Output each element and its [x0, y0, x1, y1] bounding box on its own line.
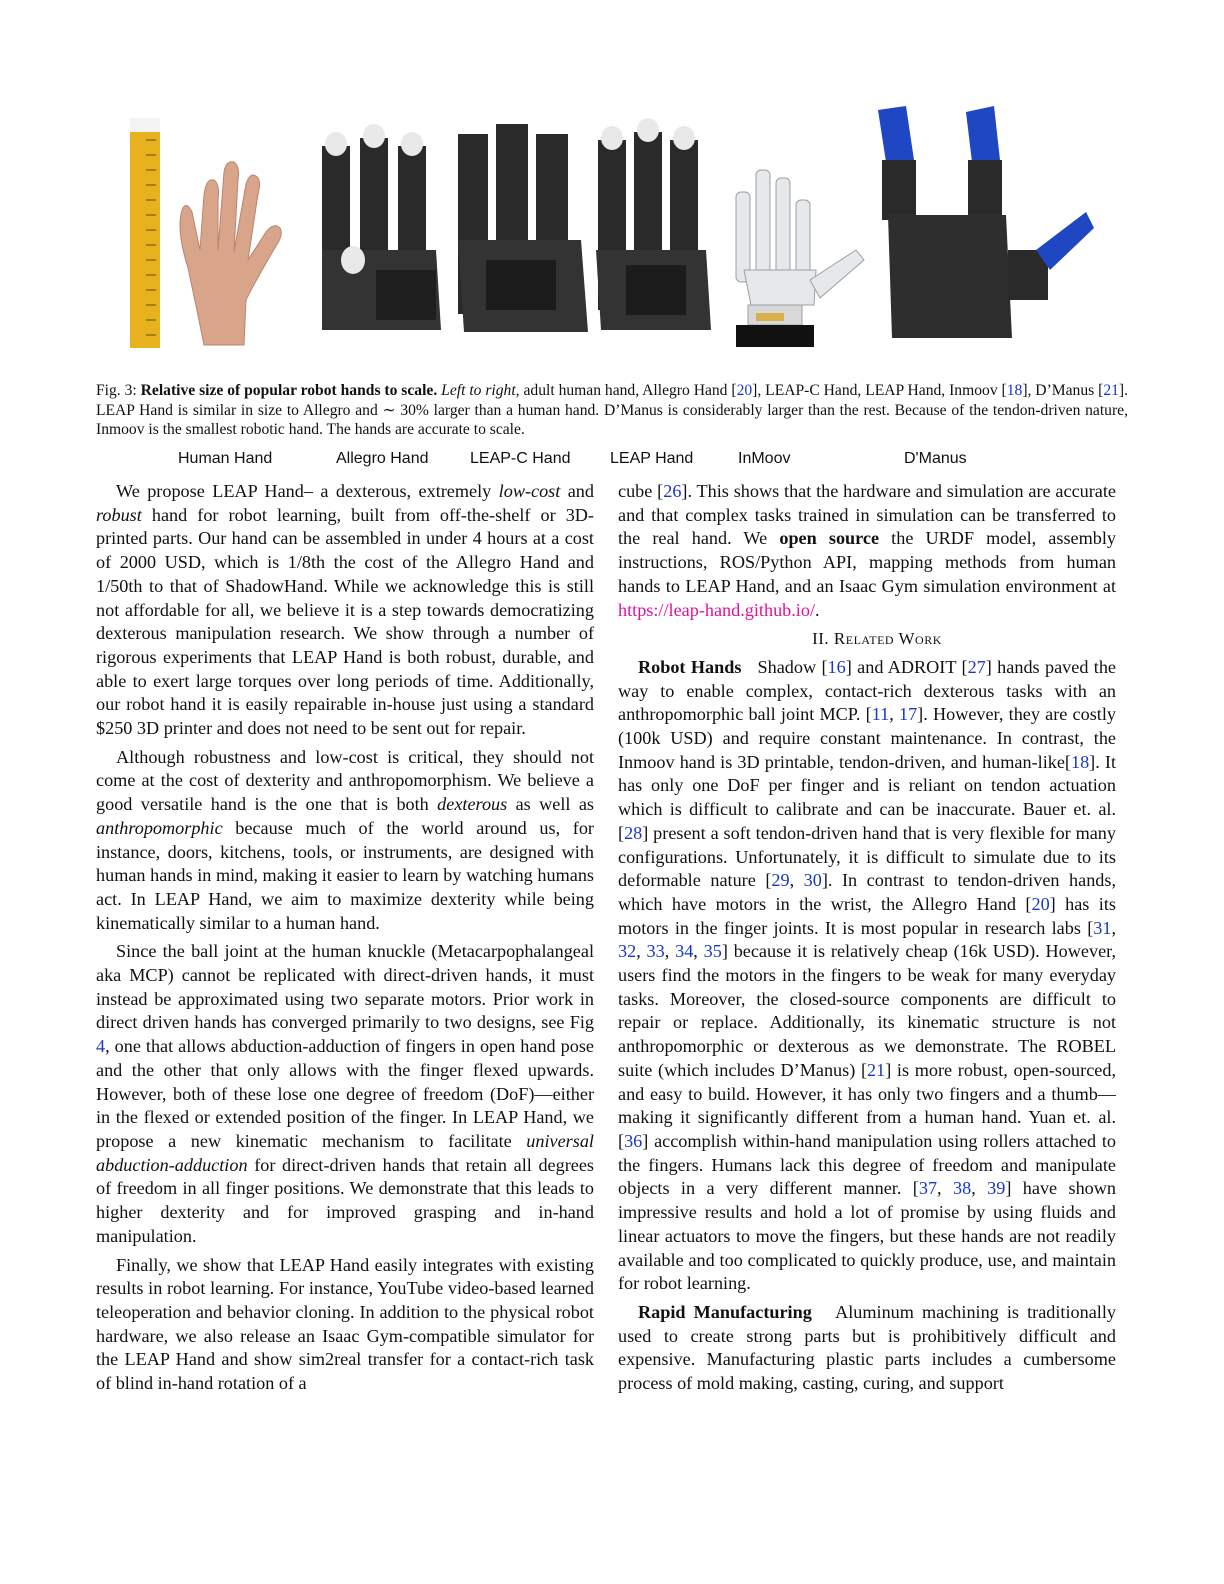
- paragraph-intro-leap: [96, 480, 594, 741]
- text: .: [815, 599, 820, 620]
- citation-link[interactable]: 30: [803, 870, 822, 891]
- label-allegro-hand: Allegro Hand: [336, 450, 429, 467]
- text: ] because it is relatively cheap (16k USD). However, users find the motors in the fingers to be weak for many everyday tasks. Moreover, the closed-source components are difficult to repair or replace. Additionally, its kinematic structure is not anthropomorphic or dexterous as we demonstrate. The ROBEL suite (which includes D’Manus) [: [618, 941, 1117, 1080]
- citation-link[interactable]: 26: [663, 481, 682, 501]
- citation-link[interactable]: 29: [771, 870, 790, 891]
- text: ] has its motors in the finger joints. It is most popular in research labs [: [618, 893, 1116, 938]
- left-column: [96, 480, 594, 1401]
- text: ,: [664, 941, 676, 962]
- dmanus-hand-image: [878, 106, 1094, 338]
- text: Although robustness and low-cost is critical, they should not come at the cost of dexterity and anthropomorphism. We believe a good versatile hand is the one that is both: [96, 746, 594, 815]
- hands-image: [96, 100, 1128, 372]
- citation-link[interactable]: 20: [1031, 893, 1050, 914]
- figure-link[interactable]: 4: [96, 1036, 106, 1057]
- text: , one that allows abduction-adduction of fingers in open hand pose and the other that only allows with the finger flexed upwards. However, both of these lose one degree of freedom (DoF)—either in the flexed or extended position of the finger. In LEAP Hand, we propose a new kinematic mechanism to facilitate: [96, 1036, 594, 1151]
- citation-link[interactable]: 28: [624, 822, 643, 843]
- paragraph-mcp: [96, 940, 594, 1248]
- citation-link[interactable]: 32: [618, 941, 637, 962]
- section-title: Related Work: [833, 629, 942, 649]
- text: ,: [889, 704, 899, 725]
- label-dmanus: D'Manus: [904, 450, 967, 467]
- text: ]. This shows that the hardware and simulation are accurate and that complex tasks trained in simulation can be transferred to the real hand. We: [618, 481, 1116, 549]
- caption-text: ], D’Manus [: [1022, 382, 1104, 399]
- project-url-link[interactable]: https://leap-hand.github.io/: [618, 599, 816, 620]
- citation-link[interactable]: 11: [871, 704, 890, 725]
- caption-text: ], LEAP-C Hand, LEAP Hand, Inmoov [: [752, 382, 1007, 399]
- citation-link[interactable]: 16: [827, 656, 846, 677]
- text: ,: [971, 1178, 988, 1199]
- caption-text: adult human hand, Allegro Hand [: [519, 382, 737, 399]
- leap-hand-image: [596, 118, 711, 330]
- run-in-heading: Robot Hands: [638, 656, 742, 677]
- text-bold: open source: [779, 528, 880, 549]
- text-italic: universal abduction-adduction: [96, 1130, 594, 1175]
- text: ] is more robust, open-sourced, and easy to build. However, it has only two fingers and a thumb—making it significantly different from a human hand. Yuan et. al. [: [618, 1059, 1116, 1151]
- text: for direct-driven hands that retain all degrees of freedom in all finger positions. We demonstrate that this leads to higher dexterity and for improved grasping and in-hand manipulation.: [96, 1154, 594, 1246]
- text: and: [560, 481, 594, 501]
- citation-link[interactable]: 18: [1070, 751, 1090, 772]
- text: ,: [636, 941, 647, 962]
- citation-link[interactable]: 21: [867, 1059, 886, 1080]
- text: ] and ADROIT [: [845, 656, 968, 677]
- text: ,: [789, 870, 804, 891]
- text: ] present a soft tendon-driven hand that is very flexible for many configurations. Unfortunately, it is difficult to simulate due to its deformable nature [: [618, 822, 1116, 891]
- citation-link[interactable]: 36: [624, 1130, 643, 1151]
- citation-link[interactable]: 31: [1093, 917, 1112, 938]
- caption-title: Relative size of popular robot hands to scale.: [140, 382, 438, 399]
- text-italic: anthropomorphic: [96, 817, 223, 838]
- text-italic: dexterous: [437, 794, 508, 815]
- caption-text: ]. LEAP Hand is similar in size to Allegro and ∼ 30% larger than a human hand. D’Manus is considerably larger than the rest. Because of the tendon-driven nature, Inmoov is the smallest robotic hand. The hands are accurate to scale.: [96, 382, 1128, 439]
- text: ]. It has only one DoF per finger and is reliant on tendon actuation which is difficult to calibrate and can be inaccurate. Bauer et. al. [: [618, 751, 1116, 843]
- text: ,: [1111, 917, 1116, 938]
- text: ,: [937, 1178, 953, 1199]
- right-column: [618, 480, 1121, 1401]
- leap-c-hand-image: [458, 124, 588, 332]
- caption-prefix: Fig. 3:: [96, 382, 141, 399]
- text: ]. However, they are costly (100k USD) and require constant maintenance. In contrast, the Inmoov hand is 3D printable, tendon-driven, and human-like[: [618, 704, 1116, 772]
- human-hand-image: [180, 162, 281, 345]
- label-inmoov: InMoov: [738, 450, 791, 467]
- figure-caption: [96, 381, 1128, 440]
- paragraph-rapid-manufacturing: [618, 1301, 1121, 1396]
- text: cube [: [618, 481, 664, 501]
- paragraph-robot-hands: [618, 656, 1116, 1296]
- text: as well as: [507, 794, 594, 815]
- text: Aluminum machining is traditionally used to create strong parts but is prohibitively difficult and expensive. Manufacturing plastic parts includes a cumbersome process of mold making, casting, curing, and support: [618, 1301, 1121, 1394]
- text: Since the ball joint at the human knuckle (Metacarpophalangeal aka MCP) cannot be replicated with direct-driven hands, it must instead be approximated using two separate motors. Prior work in direct driven hands has converged primarily to two designs, see Fig: [96, 941, 594, 1033]
- run-in-heading: Rapid Manufacturing: [638, 1301, 812, 1322]
- citation-link[interactable]: 38: [953, 1178, 972, 1199]
- text: hand for robot learning, built from off-the-shelf or 3D-printed parts. Our hand can be assembled in under 4 hours at a cost of 2000 USD, which is 1/8th the cost of the Allegro Hand and 1/50th to that of ShadowHand. While we acknowledge this is still not affordable for all, we believe it is a step towards democratizing dexterous manipulation research. We show through a number of rigorous experiments that LEAP Hand is both robust, durable, and able to exert large torques over long periods of time. Additionally, our robot hand it is easily repairable in-house just using a standard $250 3D printer and does not need to be sent out for repair.: [96, 504, 594, 739]
- paragraph-finally: [96, 1254, 594, 1396]
- text: the URDF model, assembly instructions, ROS/Python API, mapping methods from human hands to LEAP Hand, and an Isaac Gym simulation environment at: [618, 528, 1116, 596]
- citation-link[interactable]: 39: [987, 1178, 1006, 1199]
- citation-link[interactable]: 34: [675, 941, 694, 962]
- text: Finally, we show that LEAP Hand easily integrates with existing results in robot learning. For instance, YouTube video-based learned teleoperation and behavior cloning. In addition to the physical robot hardware, we also release an Isaac Gym-compatible simulator for the LEAP Hand and show sim2real transfer for a contact-rich task of blind in-hand rotation of a: [96, 1254, 594, 1394]
- text: We propose LEAP Hand– a dexterous, extremely: [116, 481, 499, 501]
- caption-italic: Left to right,: [437, 382, 520, 399]
- citation-link[interactable]: 20: [736, 382, 753, 399]
- text: ,: [693, 941, 704, 962]
- allegro-hand-image: [322, 124, 441, 330]
- text: ] have shown impressive results and hold a lot of promise by using fluids and linear actuators to move the fingers, but these hands are not readily available and too complicated to quickly produce, use, and maintain for robot learning.: [618, 1178, 1117, 1294]
- citation-link[interactable]: 33: [646, 941, 665, 962]
- ruler-image: [130, 118, 160, 348]
- citation-link[interactable]: 18: [1006, 382, 1023, 399]
- paragraph-cube: [618, 480, 1116, 622]
- section-heading: [618, 627, 1116, 651]
- text-italic: low-cost: [498, 481, 561, 501]
- citation-link[interactable]: 17: [898, 704, 918, 725]
- text-italic: robust: [96, 504, 142, 525]
- citation-link[interactable]: 35: [703, 941, 722, 962]
- label-leap-hand: LEAP Hand: [610, 450, 694, 467]
- text: ] accomplish within-hand manipulation using rollers attached to the fingers. Humans lack this degree of freedom and manipulate objects in a very different manner. [: [618, 1130, 1116, 1199]
- paragraph-dexterity: [96, 746, 594, 936]
- label-human-hand: Human Hand: [178, 450, 273, 467]
- text: because much of the world around us, for instance, doors, kitchens, tools, or instruments, are designed with human hands in mind, making it easier to learn by watching humans act. In LEAP Hand, we aim to maximize dexterity while being kinematically similar to a human hand.: [96, 817, 594, 933]
- text: ] hands paved the way to enable complex, contact-rich dexterous tasks with an anthropomorphic ball joint MCP. [: [618, 656, 1116, 725]
- inmoov-hand-image: [736, 170, 864, 347]
- section-number: II.: [812, 629, 834, 649]
- citation-link[interactable]: 37: [918, 1178, 938, 1199]
- label-leap-c-hand: LEAP-C Hand: [470, 450, 571, 467]
- citation-link[interactable]: 21: [1103, 382, 1119, 399]
- citation-link[interactable]: 27: [967, 656, 986, 677]
- text: Shadow [: [741, 656, 828, 677]
- text: ]. In contrast to tendon-driven hands, which have motors in the wrist, the Allegro Hand [: [618, 870, 1117, 914]
